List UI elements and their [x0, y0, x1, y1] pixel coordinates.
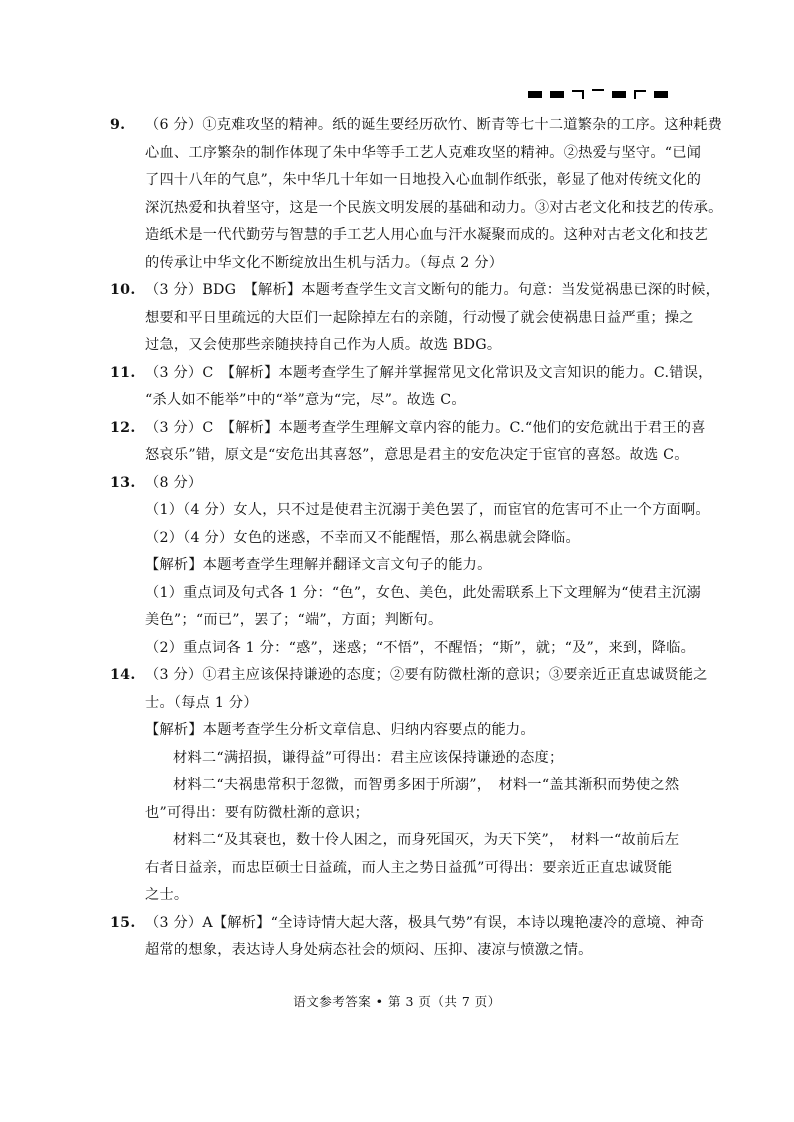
- answer-text: [145, 415, 706, 470]
- text-line: 了四十八年的气息”，朱中华几十年如一日地投入心血制作纸张，彰显了他对传统文化的: [145, 172, 702, 188]
- text-line: 也”可得出：要有防微杜渐的意识；: [145, 804, 370, 821]
- text-line: （3 分）C 【解析】本题考查学生了解并掌握常见文化常识及文言知识的能力。C.错误，: [145, 364, 713, 381]
- question-10: [110, 277, 721, 360]
- text-line: 士。（每点 1 分）: [145, 694, 258, 711]
- text-line: 造纸术是一代代勤劳与智慧的手工艺人用心血与汗水凝聚而成的。这种对古老文化和技艺: [145, 227, 709, 243]
- question-number: 15.: [110, 914, 136, 931]
- text-line: 超常的想象，表达诗人身处病态社会的烦闷、压抑、凄凉与愤激之情。: [145, 942, 593, 958]
- text-line: （8 分）: [145, 474, 203, 491]
- text-line: （6 分）①克难攻坚的精神。纸的诞生要经历砍竹、断青等七十二道繁杂的工序。这种耗费: [145, 117, 723, 133]
- text-line: （3 分）A【解析】“全诗诗情大起大落，极具气势”有误，本诗以瑰艳凄冷的意境、神奇: [145, 914, 705, 931]
- text-line: 深沉热爱和执着坚守，这是一个民族文明发展的基础和动力。③对古老文化和技艺的传承。: [145, 199, 723, 216]
- text-line: 怒哀乐”错，原文是“安危出其喜怒”，意思是君主的安危决定于宦官的喜怒。故选 C。: [145, 447, 689, 463]
- answer-list: [110, 112, 723, 965]
- question-number: 14.: [110, 667, 136, 683]
- question-13: [110, 470, 710, 663]
- question-number: 12.: [110, 419, 136, 436]
- answer-text: [145, 112, 723, 277]
- answer-text: [145, 910, 704, 965]
- text-line: 想要和平日里疏远的大臣们一起除掉左右的亲随，行动慢了就会使祸患日益严重；操之: [145, 309, 694, 326]
- question-number: 13.: [110, 474, 136, 491]
- text-line: （3 分）BDG 【解析】本题考查学生文言文断句的能力。句意：当发觉祸患已深的时候，: [145, 282, 721, 298]
- question-number: 10.: [110, 282, 136, 298]
- mark-block-icon: [612, 91, 626, 98]
- mark-block-icon: [528, 91, 542, 98]
- text-line: 右者日益亲，而忠臣硕士日益疏，而人主之势日益孤”可得出：要亲近正直忠诚贤能: [145, 859, 673, 876]
- text-line: 材料二“及其衰也，数十伶人困之，而身死国灭，为天下笑”， 材料一“故前后左: [173, 832, 680, 848]
- text-line: （2）（4 分）女色的迷惑，不幸而又不能醒悟，那么祸患就会降临。: [145, 529, 580, 546]
- question-12: [110, 415, 706, 470]
- question-9: [110, 112, 723, 277]
- text-line: 过急，又会使那些亲随挟持自己作为人质。故选 BDG。: [145, 337, 502, 353]
- mark-corner-icon: [572, 90, 584, 99]
- answer-text: [145, 277, 720, 360]
- text-line: （3 分）①君主应该保持谦逊的态度；②要有防微杜渐的意识；③要亲近正直忠诚贤能之: [145, 667, 708, 683]
- text-line: 材料二“满招损，谦得益”可得出：君主应该保持谦逊的态度；: [173, 749, 564, 766]
- text-line: 【解析】本题考查学生理解并翻译文言文句子的能力。: [145, 557, 492, 573]
- binding-marks: [528, 88, 676, 100]
- text-line: 之士。: [145, 887, 189, 903]
- text-line: 材料二“夫祸患常积于忽微，而智勇多困于所溺”， 材料一“盖其渐积而势使之然: [173, 777, 680, 793]
- mark-corner-icon: [634, 90, 646, 99]
- text-line: 美色”；“而已”，罢了；“端”，方面；判断句。: [145, 612, 443, 628]
- answer-text: [145, 360, 713, 415]
- text-line: （2）重点词各 1 分：“惑”，迷惑；“不悟”，不醒悟；“斯”，就；“及”，来到，降临。: [145, 639, 696, 656]
- text-line: “杀人如不能举”中的“举”意为“完，尽”。故选 C。: [145, 392, 466, 408]
- mark-block-icon: [654, 91, 668, 98]
- mark-dash-icon: [592, 89, 604, 91]
- answer-text: [145, 662, 708, 910]
- text-line: （3 分）C 【解析】本题考查学生理解文章内容的能力。C.“他们的安危就出于君王的喜: [145, 419, 706, 436]
- question-15: [110, 910, 705, 965]
- answer-text: [145, 470, 710, 663]
- text-line: 【解析】本题考查学生分析文章信息、归纳内容要点的能力。: [145, 722, 535, 738]
- question-number: 9.: [110, 117, 126, 133]
- question-number: 11.: [110, 364, 136, 381]
- text-line: （1）重点词及句式各 1 分：“色”，女色、美色，此处需联系上下文理解为“使君主沉溺: [145, 584, 701, 601]
- mark-block-icon: [550, 91, 564, 98]
- text-line: （1）（4 分）女人，只不过是使君主沉溺于美色罢了，而宦官的危害可不止一个方面啊。: [145, 502, 710, 518]
- text-line: 心血、工序繁杂的制作体现了朱中华等手工艺人克难攻坚的精神。②热爱与坚守。“已闻: [145, 144, 702, 161]
- question-14: [110, 662, 708, 910]
- page-footer: 语文参考答案 • 第 3 页（共 7 页）: [293, 994, 501, 1009]
- question-11: [110, 360, 713, 415]
- text-line: 的传承让中华文化不断绽放出生机与活力。（每点 2 分）: [145, 254, 504, 271]
